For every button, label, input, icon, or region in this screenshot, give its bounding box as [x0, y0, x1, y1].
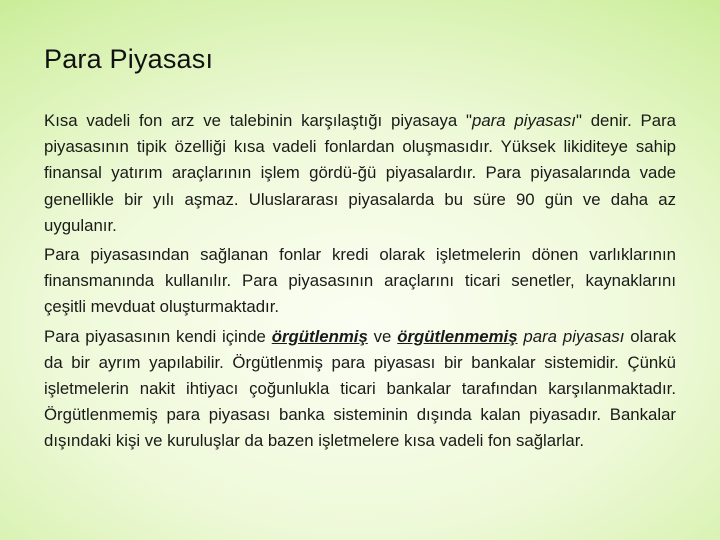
paragraph-definition	[44, 108, 676, 239]
paragraph-definition-text-1: Kısa vadeli fon arz ve talebinin karşılaştığı piyasaya "	[44, 111, 472, 130]
term-para-piyasasi-2: para piyasası	[523, 326, 625, 346]
paragraph-organization-text-2: ve	[367, 326, 398, 346]
term-orgutlenmis: örgütlenmiş	[271, 326, 368, 346]
slide-body	[44, 108, 676, 455]
paragraph-organization-text-4: olarak da bir ayrım yapılabilir. Örgütlenmiş para piyasası bir bankalar sistemidir. Çünkü işletmelerin nakit ihtiyacı çoğunlukla ticari bankalar tarafından karşılanmaktadır. Örgütlenmemiş para piyasası banka sisteminin dışında kalan piyasadır. Bankalar dışındaki kişi ve kuruluşlar da bazen işletmelere kısa vadeli fon sağlarlar.	[44, 326, 677, 451]
term-orgutlenmemis: örgütlenmemiş	[397, 326, 518, 346]
paragraph-funds: Para piyasasından sağlanan fonlar kredi olarak işletmelerin dönen varlıklarının finansmanında kullanılır. Para piyasasının araçlarını ticari senetler, kaynaklarını çeşitli mevduat oluşturmaktadır.	[44, 245, 676, 317]
slide-title: Para Piyasası	[44, 44, 214, 74]
paragraph-organization	[44, 324, 676, 455]
paragraph-organization-text-1: Para piyasasının kendi içinde	[44, 326, 272, 346]
term-para-piyasasi: para piyasası	[472, 111, 576, 130]
paragraph-definition-text-2: " denir. Para piyasasının tipik özelliği kısa vadeli fonlardan oluşmasıdır. Yüksek likiditeye sahip finansal yatırım araçlarının işlem gördü-ğü piyasalardır. Para piyasalarında vade genellikle bir yılı aşmaz. Uluslararası piyasalarda bu süre 90 gün ve daha az uygulanır.	[44, 111, 677, 235]
